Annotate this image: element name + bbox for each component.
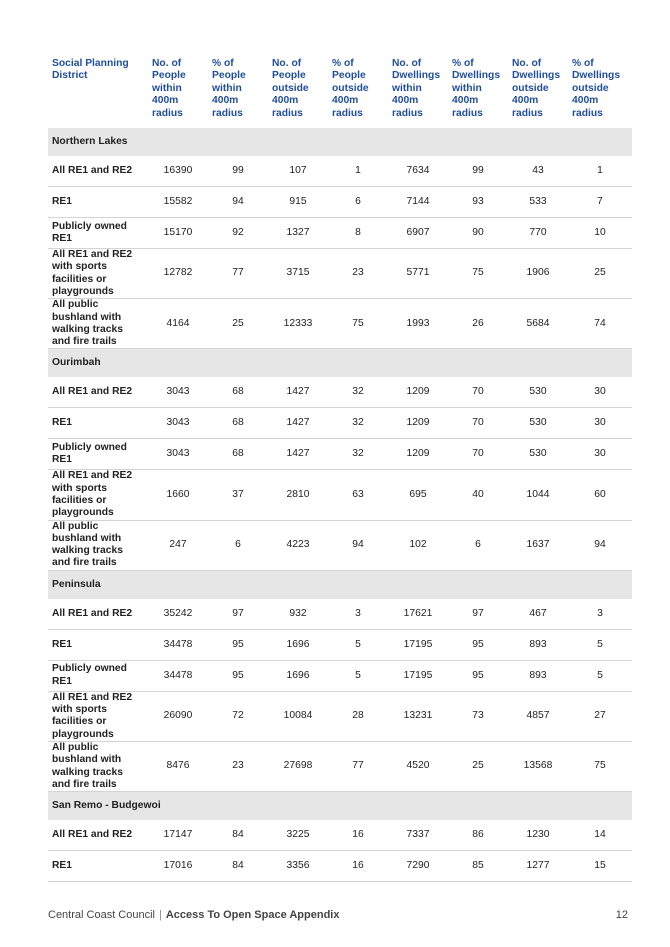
table-cell: 40	[448, 470, 508, 520]
table-row	[48, 218, 632, 249]
table-cell: 6907	[388, 218, 448, 249]
table-cell: 25	[568, 249, 632, 299]
table-cell: 68	[208, 377, 268, 408]
open-space-access-table	[48, 52, 632, 882]
row-label: All public bushland with walking tracks and fire trails	[48, 741, 148, 791]
row-label: Publicly owned RE1	[48, 660, 148, 691]
table-row	[48, 660, 632, 691]
table-row	[48, 851, 632, 882]
table-row	[48, 156, 632, 187]
table-cell: 5	[328, 660, 388, 691]
row-label: RE1	[48, 851, 148, 882]
table-row	[48, 377, 632, 408]
table-cell: 17195	[388, 660, 448, 691]
table-cell: 7337	[388, 820, 448, 851]
table-cell: 17195	[388, 629, 448, 660]
section-title: San Remo - Budgewoi	[48, 792, 632, 821]
table-cell: 5	[568, 629, 632, 660]
table-cell: 4164	[148, 299, 208, 349]
row-label: RE1	[48, 187, 148, 218]
table-cell: 70	[448, 377, 508, 408]
row-label: All RE1 and RE2	[48, 156, 148, 187]
table-cell: 1327	[268, 218, 328, 249]
table-cell: 95	[208, 629, 268, 660]
table-cell: 3356	[268, 851, 328, 882]
table-cell: 68	[208, 408, 268, 439]
column-header: No. of Dwellings outside 400m radius	[512, 58, 561, 119]
row-label: RE1	[48, 629, 148, 660]
table-cell: 2810	[268, 470, 328, 520]
table-cell: 530	[508, 408, 568, 439]
table-cell: 7634	[388, 156, 448, 187]
table-cell: 73	[448, 691, 508, 741]
table-cell: 17621	[388, 599, 448, 630]
table-cell: 7	[568, 187, 632, 218]
table-cell: 34478	[148, 660, 208, 691]
table-cell: 32	[328, 377, 388, 408]
table-row	[48, 439, 632, 470]
table-cell: 932	[268, 599, 328, 630]
table-row	[48, 520, 632, 570]
table-cell: 27698	[268, 741, 328, 791]
table-row	[48, 741, 632, 791]
row-label: All public bushland with walking tracks and fire trails	[48, 520, 148, 570]
table-row	[48, 629, 632, 660]
table-cell: 85	[448, 851, 508, 882]
footer-org: Central Coast Council	[48, 909, 155, 921]
page-number: 12	[615, 909, 628, 921]
table-cell: 1230	[508, 820, 568, 851]
table-cell: 90	[448, 218, 508, 249]
table-cell: 32	[328, 408, 388, 439]
table-cell: 1427	[268, 439, 328, 470]
table-cell: 75	[568, 741, 632, 791]
table-cell: 97	[208, 599, 268, 630]
table-cell: 16390	[148, 156, 208, 187]
table-cell: 1696	[268, 629, 328, 660]
table-cell: 95	[208, 660, 268, 691]
table-row	[48, 249, 632, 299]
table-cell: 92	[208, 218, 268, 249]
table-cell: 893	[508, 629, 568, 660]
table-cell: 5771	[388, 249, 448, 299]
table-cell: 3043	[148, 408, 208, 439]
table-row	[48, 599, 632, 630]
table-cell: 99	[208, 156, 268, 187]
table-cell: 63	[328, 470, 388, 520]
table-cell: 770	[508, 218, 568, 249]
table-cell: 1	[328, 156, 388, 187]
table-cell: 99	[448, 156, 508, 187]
table-cell: 915	[268, 187, 328, 218]
table-cell: 26	[448, 299, 508, 349]
table-cell: 77	[208, 249, 268, 299]
table-cell: 84	[208, 820, 268, 851]
table-cell: 247	[148, 520, 208, 570]
section-title: Ourimbah	[48, 349, 632, 378]
table-body	[48, 128, 632, 882]
table-cell: 13231	[388, 691, 448, 741]
table-cell: 4520	[388, 741, 448, 791]
table-cell: 3225	[268, 820, 328, 851]
table-cell: 77	[328, 741, 388, 791]
table-cell: 23	[328, 249, 388, 299]
table-cell: 12333	[268, 299, 328, 349]
table-cell: 3715	[268, 249, 328, 299]
table-cell: 7144	[388, 187, 448, 218]
table-cell: 16	[328, 820, 388, 851]
table-row	[48, 691, 632, 741]
table-cell: 95	[448, 660, 508, 691]
table-cell: 30	[568, 408, 632, 439]
table-cell: 533	[508, 187, 568, 218]
table-header-row	[48, 52, 632, 128]
table-cell: 3043	[148, 377, 208, 408]
table-cell: 15170	[148, 218, 208, 249]
table-cell: 23	[208, 741, 268, 791]
table-cell: 530	[508, 439, 568, 470]
table-cell: 95	[448, 629, 508, 660]
table-cell: 893	[508, 660, 568, 691]
section-title: Peninsula	[48, 570, 632, 599]
appendix-page	[48, 52, 632, 882]
section-row	[48, 128, 632, 156]
table-cell: 467	[508, 599, 568, 630]
table-cell: 1993	[388, 299, 448, 349]
footer-separator: |	[159, 909, 162, 921]
table-cell: 12782	[148, 249, 208, 299]
table-cell: 84	[208, 851, 268, 882]
table-cell: 5	[328, 629, 388, 660]
row-label: Publicly owned RE1	[48, 439, 148, 470]
table-cell: 6	[448, 520, 508, 570]
table-cell: 30	[568, 377, 632, 408]
table-cell: 27	[568, 691, 632, 741]
table-cell: 3043	[148, 439, 208, 470]
table-cell: 13568	[508, 741, 568, 791]
row-label: All RE1 and RE2	[48, 599, 148, 630]
section-row	[48, 349, 632, 378]
table-cell: 15	[568, 851, 632, 882]
column-header: % of Dwellings outside 400m radius	[572, 58, 621, 119]
column-header: No. of People within 400m radius	[152, 58, 186, 119]
row-label: All RE1 and RE2 with sports facilities or playgrounds	[48, 691, 148, 741]
table-cell: 6	[328, 187, 388, 218]
table-cell: 3	[328, 599, 388, 630]
table-cell: 70	[448, 439, 508, 470]
table-cell: 8	[328, 218, 388, 249]
table-row	[48, 470, 632, 520]
table-cell: 8476	[148, 741, 208, 791]
table-cell: 1427	[268, 377, 328, 408]
table-cell: 17147	[148, 820, 208, 851]
table-cell: 5684	[508, 299, 568, 349]
page-footer	[48, 909, 628, 921]
row-label: Publicly owned RE1	[48, 218, 148, 249]
table-cell: 1	[568, 156, 632, 187]
table-cell: 97	[448, 599, 508, 630]
table-cell: 107	[268, 156, 328, 187]
table-cell: 43	[508, 156, 568, 187]
table-cell: 72	[208, 691, 268, 741]
table-cell: 3	[568, 599, 632, 630]
table-cell: 60	[568, 470, 632, 520]
table-cell: 17016	[148, 851, 208, 882]
table-cell: 25	[448, 741, 508, 791]
table-cell: 16	[328, 851, 388, 882]
table-cell: 34478	[148, 629, 208, 660]
table-cell: 15582	[148, 187, 208, 218]
row-label: All RE1 and RE2 with sports facilities or playgrounds	[48, 470, 148, 520]
table-row	[48, 187, 632, 218]
table-cell: 74	[568, 299, 632, 349]
table-cell: 4223	[268, 520, 328, 570]
row-label: All RE1 and RE2 with sports facilities or playgrounds	[48, 249, 148, 299]
table-cell: 1209	[388, 377, 448, 408]
table-cell: 1209	[388, 439, 448, 470]
table-cell: 37	[208, 470, 268, 520]
table-cell: 94	[208, 187, 268, 218]
table-cell: 1696	[268, 660, 328, 691]
section-title: Northern Lakes	[48, 128, 632, 156]
table-cell: 1427	[268, 408, 328, 439]
table-cell: 30	[568, 439, 632, 470]
table-row	[48, 820, 632, 851]
table-cell: 10	[568, 218, 632, 249]
column-header-district: Social Planning District	[52, 58, 129, 82]
table-cell: 1637	[508, 520, 568, 570]
table-cell: 35242	[148, 599, 208, 630]
table-cell: 1277	[508, 851, 568, 882]
table-cell: 1209	[388, 408, 448, 439]
table-cell: 94	[328, 520, 388, 570]
table-cell: 93	[448, 187, 508, 218]
table-cell: 1660	[148, 470, 208, 520]
table-row	[48, 299, 632, 349]
row-label: All public bushland with walking tracks and fire trails	[48, 299, 148, 349]
table-cell: 14	[568, 820, 632, 851]
table-cell: 102	[388, 520, 448, 570]
table-cell: 75	[328, 299, 388, 349]
column-header: % of Dwellings within 400m radius	[452, 58, 501, 119]
section-row	[48, 792, 632, 821]
table-cell: 68	[208, 439, 268, 470]
row-label: All RE1 and RE2	[48, 377, 148, 408]
table-cell: 25	[208, 299, 268, 349]
column-header: % of People within 400m radius	[212, 58, 246, 119]
table-cell: 7290	[388, 851, 448, 882]
table-cell: 94	[568, 520, 632, 570]
table-cell: 28	[328, 691, 388, 741]
column-header: % of People outside 400m radius	[332, 58, 369, 119]
footer-doc-title: Access To Open Space Appendix	[165, 909, 340, 921]
table-cell: 70	[448, 408, 508, 439]
column-header: No. of People outside 400m radius	[272, 58, 309, 119]
table-cell: 1906	[508, 249, 568, 299]
table-cell: 75	[448, 249, 508, 299]
table-cell: 6	[208, 520, 268, 570]
table-cell: 695	[388, 470, 448, 520]
table-row	[48, 408, 632, 439]
table-cell: 10084	[268, 691, 328, 741]
row-label: RE1	[48, 408, 148, 439]
table-cell: 530	[508, 377, 568, 408]
table-cell: 5	[568, 660, 632, 691]
table-cell: 32	[328, 439, 388, 470]
column-header: No. of Dwellings within 400m radius	[392, 58, 441, 119]
table-cell: 4857	[508, 691, 568, 741]
table-cell: 86	[448, 820, 508, 851]
section-row	[48, 570, 632, 599]
row-label: All RE1 and RE2	[48, 820, 148, 851]
table-cell: 1044	[508, 470, 568, 520]
table-cell: 26090	[148, 691, 208, 741]
